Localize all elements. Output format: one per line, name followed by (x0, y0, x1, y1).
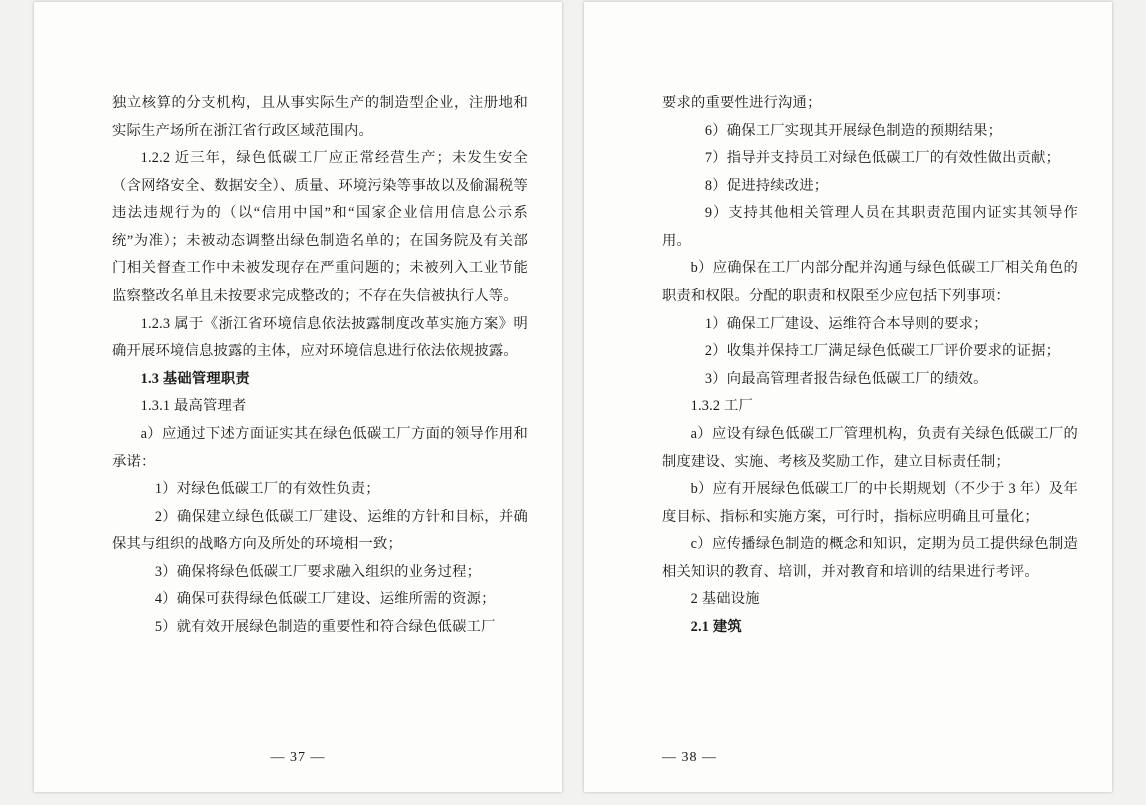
page-right-text-column (662, 90, 1078, 732)
page-left-content (112, 90, 528, 642)
list-item: 3）确保将绿色低碳工厂要求融入组织的业务过程； (154, 563, 482, 580)
list-item: 1）对绿色低碳工厂的有效性负责； (154, 481, 380, 498)
page-number-left: — 37 — (270, 750, 326, 765)
paragraph: a）应通过下述方面证实其在绿色低碳工厂方面的领导作用和承诺： (112, 425, 528, 470)
list-item: 4）确保可获得绿色低碳工厂建设、运维所需的资源； (154, 591, 496, 608)
paragraph: 要求的重要性进行沟通； (662, 95, 822, 111)
section-heading: 1.3 基础管理职责 (140, 370, 250, 387)
list-item: 2）确保建立绿色低碳工厂建设、运维的方针和目标，并确保其与组织的战略方向及所处的环境相一致； (112, 508, 528, 553)
page-number-right: — 38 — (662, 750, 717, 765)
paragraph: 2 基础设施 (690, 591, 760, 608)
list-item: 8）促进持续改进； (704, 177, 829, 194)
list-item: 3）向最高管理者报告绿色低碳工厂的绩效。 (704, 370, 988, 387)
list-item: 6）确保工厂实现其开展绿色制造的预期结果； (704, 122, 1003, 139)
paragraph: c）应传播绿色制造的概念和知识，定期为员工提供绿色制造相关知识的教育、培训，并对教育和培训的结果进行考评。 (662, 536, 1078, 580)
page-right-content (662, 90, 1078, 642)
paragraph: b）应有开展绿色低碳工厂的中长期规划（不少于 3 年）及年度目标、指标和实施方案，可行时，指标应明确且可量化； (662, 481, 1078, 525)
paragraph: 1.2.2 近三年，绿色低碳工厂应正常经营生产；未发生安全（含网络安全、数据安全）、质量、环境污染等事故以及偷漏税等违法违规行为的（以“信用中国”和“国家企业信用信息公示系统”为准）；未被动态调整出绿色制造名单的；在国务院及有关部门相关督查工作中未被发现存在严重问题的；未被列入工业节能监察整改名单且未按要求完成整改的；不存在失信被执行人等。 (112, 150, 528, 305)
paragraph: a）应设有绿色低碳工厂管理机构，负责有关绿色低碳工厂的制度建设、实施、考核及奖励工作，建立目标责任制； (662, 425, 1078, 470)
document-page-left (34, 2, 562, 792)
paragraph: 独立核算的分支机构，且从事实际生产的制造型企业，注册地和实际生产场所在浙江省行政区域范围内。 (112, 95, 528, 139)
paragraph: 1.3.2 工厂 (690, 398, 753, 415)
paragraph: b）应确保在工厂内部分配并沟通与绿色低碳工厂相关角色的职责和权限。分配的职责和权限至少应包括下列事项： (662, 260, 1078, 305)
list-item: 1）确保工厂建设、运维符合本导则的要求； (704, 315, 988, 332)
paragraph: 1.3.1 最高管理者 (140, 398, 247, 415)
list-item: 2）收集并保持工厂满足绿色低碳工厂评价要求的证据； (704, 343, 1061, 360)
section-heading: 2.1 建筑 (690, 618, 742, 635)
page-left-text-column (112, 90, 528, 732)
paragraph: 1.2.3 属于《浙江省环境信息依法披露制度改革实施方案》明确开展环境信息披露的主体，应对环境信息进行依法依规披露。 (112, 315, 528, 360)
list-item: 9）支持其他相关管理人员在其职责范围内证实其领导作用。 (662, 205, 1078, 249)
list-item: 5）就有效开展绿色制造的重要性和符合绿色低碳工厂 (154, 618, 496, 635)
document-page-right (584, 2, 1112, 792)
list-item: 7）指导并支持员工对绿色低碳工厂的有效性做出贡献； (704, 150, 1061, 167)
